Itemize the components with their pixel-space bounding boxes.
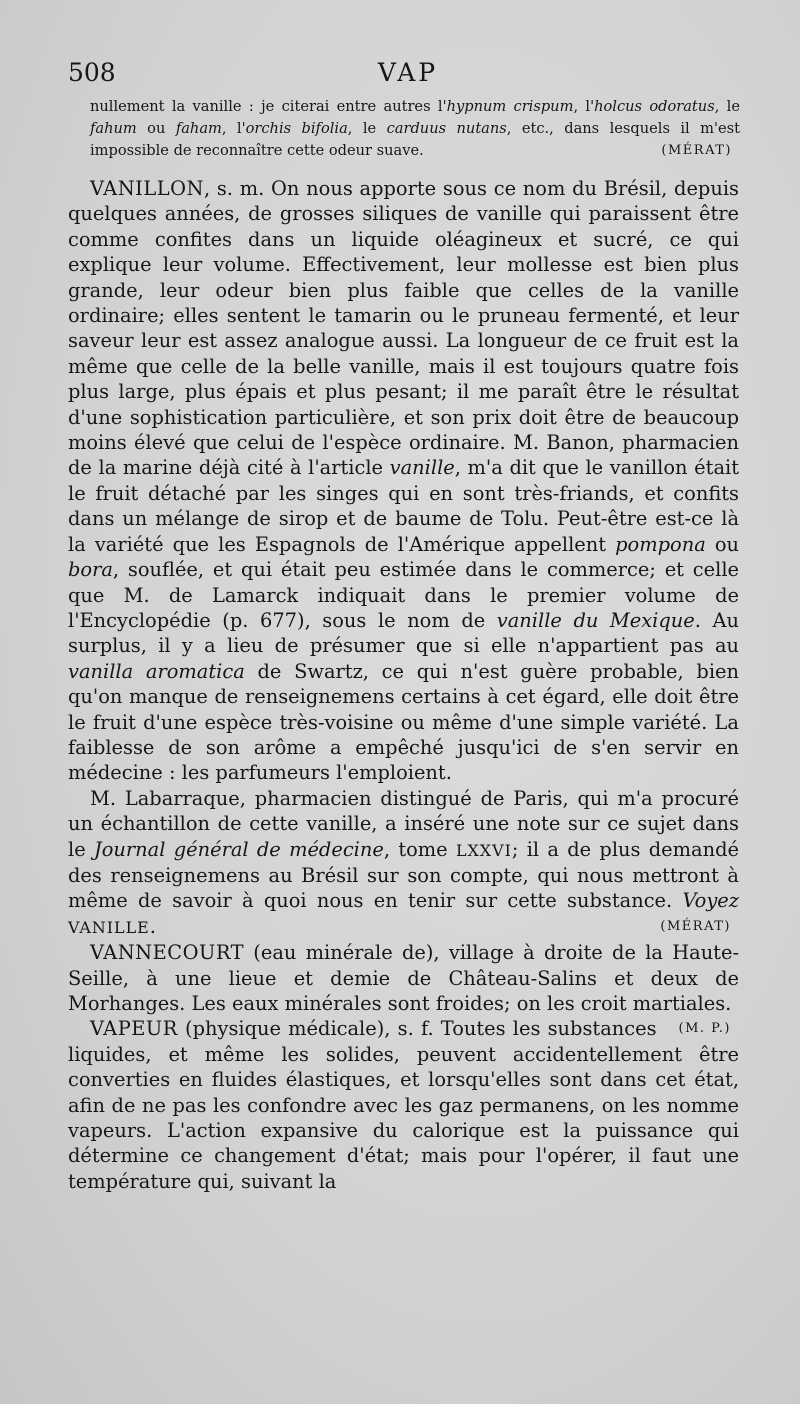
page-number: 508 [68, 58, 116, 87]
author-signature: (MÉRAT) [660, 918, 731, 934]
entry-vannecourt: VANNECOURT (eau minérale de), village à droite de la Haute-Seille, à une lieue et demie de Château-Salins et deux de Morhanges. Les eaux minérales sont froides; on les croit martiales. (M. P.) [68, 940, 739, 1016]
entries-body [68, 176, 739, 1194]
entry-headword: VANILLON [90, 177, 204, 200]
author-signature: (M. P.) [678, 1021, 731, 1037]
entry-vanillon-para2: M. Labarraque, pharmacien distingué de Paris, qui m'a procuré un échantillon de cette vanille, a inséré une note sur ce sujet dans le Journal général de médecine, tome LXXVI; il a de plus demandé des renseignemens au Brésil sur son compte, qui nous mettront à même de savoir à quoi nous en tenir sur cette substance. Voyez VANILLE. (MÉRAT) [68, 786, 739, 938]
carryover-note: nullement la vanille : je citerai entre autres l'hypnum crispum, l'holcus odoratus, le fahum ou faham, l'orchis bifolia, le carduus nutans, etc., dans lesquels il m'est impossible de reconnaître cette odeur suave. (MÉRAT) [90, 96, 740, 162]
entry-headword: VANNECOURT [90, 941, 245, 965]
entry-vapeur: VAPEUR (physique médicale), s. f. Toutes les substances liquides, et même les solides, peuvent accidentellement être converties en fluides élastiques, et lorsqu'elles sont dans cet état, afin de ne pas les confondre avec les gaz permanens, on les nomme vapeurs. L'action expansive du calorique est la puissance qui détermine ce changement d'état; mais pour l'opérer, il faut une température qui, suivant la [68, 1017, 739, 1193]
running-head: VAP [377, 58, 439, 87]
entry-vanillon: VANILLON, s. m. On nous apporte sous ce nom du Brésil, depuis quelques années, de grosses siliques de vanille qui paraissent être comme confites dans un liquide oléagineux et sucré, ce qui explique leur volume. Effectivement, leur mollesse est bien plus grande, leur odeur bien plus faible que celles de la vanille ordinaire; elles sentent le tamarin ou le pruneau fermenté, et leur saveur leur est assez analogue aussi. La longueur de ce fruit est la même que celle de la belle vanille, mais il est toujours quatre fois plus large, plus épais et plus pesant; il me paraît être le résultat d'une sophistication particulière, et son prix doit être de beaucoup moins élevé que celui de l'espèce ordinaire. M. Banon, pharmacien de la marine déjà cité à l'article vanille, m'a dit que le vanillon était le fruit détaché par les singes qui en sont très-friands, et confits dans un mélange de sirop et de baume de Tolu. Peut-être est-ce là la variété que les Espagnols de l'Amérique appellent pompona ou bora, souflée, et qui était peu estimée dans le commerce; et celle que M. de Lamarck indiquait dans le premier volume de l'Encyclopédie (p. 677), sous le nom de vanille du Mexique. Au surplus, il y a lieu de présumer que si elle n'appartient pas au vanilla aromatica de Swartz, ce qui n'est guère probable, bien qu'on manque de renseignemens certains à cet égard, elle doit être le fruit d'une espèce très-voisine ou même d'une simple variété. La faiblesse de son arôme a empêché jusqu'ici de s'en servir en médecine : les parfumeurs l'emploient. [68, 177, 740, 785]
page-header [68, 58, 748, 88]
author-signature: (MÉRAT) [661, 143, 732, 158]
entry-headword: VAPEUR [90, 1017, 178, 1041]
